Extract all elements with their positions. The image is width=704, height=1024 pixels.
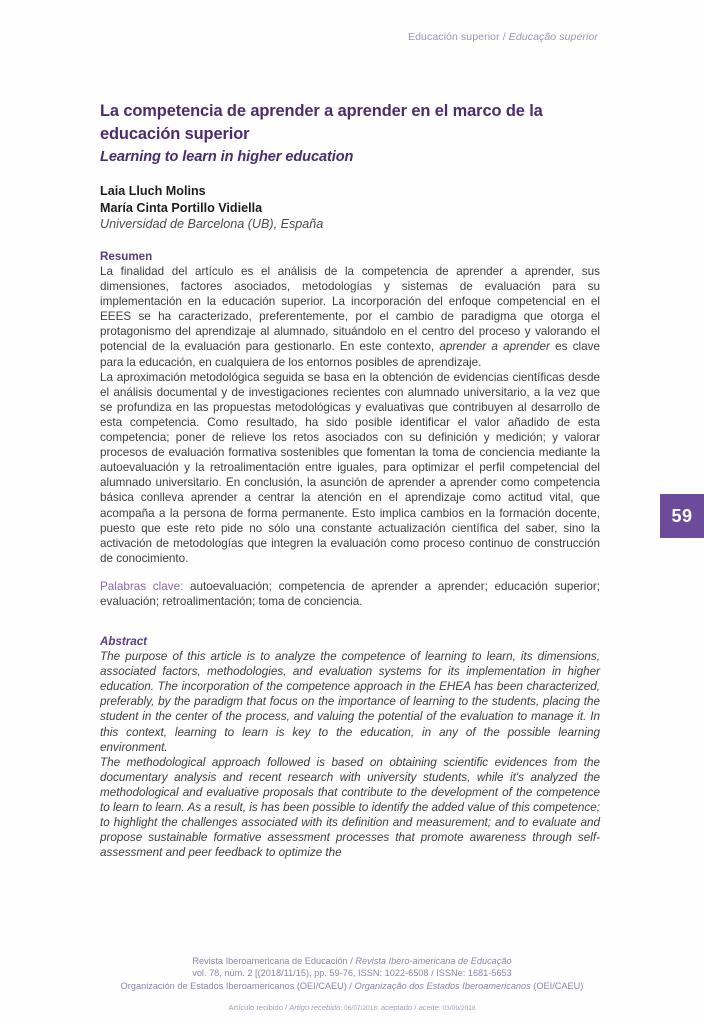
- page-number-badge: [660, 494, 704, 538]
- footer-journal-line: [0, 955, 704, 967]
- footer-journal-pt: Revista Ibero-americana de Educação: [355, 955, 512, 966]
- footer-received-es: Artículo recibido: [228, 1003, 283, 1012]
- resumen-p1-part2: es clave para la educación, en cualquiera de los entornos posibles de aprendizaje.: [100, 340, 600, 369]
- author-affiliation: Universidad de Barcelona (UB), España: [100, 217, 324, 231]
- footer-received-line: [0, 1002, 704, 1014]
- footer-accepted-date: : 03/09/2018: [438, 1005, 476, 1012]
- abstract-heading: Abstract: [100, 635, 148, 649]
- page-number-text: 59: [671, 505, 693, 526]
- author-name-2: María Cinta Portillo Vidiella: [100, 200, 263, 215]
- footer-volume-line: vol. 78, núm. 2 [(2018/11/15), pp. 59-76, ISSN: 1022-6508 / ISSNe: 1681-5653: [192, 968, 512, 979]
- resumen-heading: Resumen: [100, 250, 153, 263]
- footer-received-date: : 06/07/2018;: [340, 1005, 379, 1012]
- resumen-p1-emphasis: aprender a aprender: [439, 340, 550, 354]
- running-head-pt: Educação superior: [508, 31, 598, 43]
- footer-publisher-line: [0, 980, 704, 992]
- resumen-paragraph-2: La aproximación metodológica seguida se basa en la obtención de evidencias científicas desde el análisis documental y de investigaciones recientes con alumnado universitario, a la vez que se profundiza en las propuestas metodológicas y evaluativas que contribuyen al desarrollo de esta competencia. Como resultado, ha sido posible identificar el valor añadido de esta competencia; poner de relieve los retos asociados con su definición y medición; y valorar procesos de evaluación formativa sostenibles que fomentan la toma de conciencia mediante la autoevaluación y la retroalimentación entre iguales, para optimizar el perfil competencial del alumnado universitario. En conclusión, la asunción de aprender a aprender como competencia básica conlleva aprender a centrar la atención en el aprendizaje como actitud vital, que acompaña a la persona de forma permanente. Esto implica cambios en la formación docente, puesto que este reto pide no sólo una constante actualización científica del saber, sino la activación de metodologías que integren la evaluación como proceso continuo de construcción de conocimiento.: [100, 370, 600, 565]
- footer-accepted-es: aceptado: [378, 1003, 413, 1012]
- keywords-label: Palabras clave:: [100, 579, 184, 593]
- abstract-block: [100, 635, 600, 860]
- article-title-en: Learning to learn in higher education: [100, 149, 354, 165]
- footer-journal-es: Revista Iberoamericana de Educación: [192, 955, 348, 966]
- footer-publisher-es: Organización de Estados Iberoamericanos (OEI/CAEU): [120, 980, 347, 991]
- running-head: [408, 31, 598, 43]
- footer-accepted-pt: aceite: [418, 1003, 439, 1012]
- abstract-paragraph-1: The purpose of this article is to analyze the competence of learning to learn, its dimensions, associated factors, methodologies, and evaluation systems for its implementation in higher education. The incorporation of the competence approach in the EHEA has been characterized, preferably, by the paradigm that focus on the importance of learning to the students, placing the student in the center of the process, and valuing the potential of the evaluation to manage it. In this context, learning to learn is key to the education, in any of the possible learning environment.: [100, 650, 600, 754]
- footer-publisher-pt: Organização dos Estados Iberoamericanos: [354, 980, 531, 991]
- keywords-value: autoevaluación; competencia de aprender a aprender; educación superior; evaluación; retroalimentación; toma de conciencia.: [100, 579, 600, 608]
- author-name-1: Laia Lluch Molins: [100, 184, 206, 198]
- running-head-separator: /: [499, 31, 509, 43]
- footer-received-pt: Artigo recebido: [289, 1003, 341, 1012]
- footer-accepted-separator: /: [412, 1003, 419, 1012]
- article-title-es: La competencia de aprender a aprender en el marco de la educación superior: [100, 102, 543, 143]
- footer-journal-separator: /: [347, 955, 356, 966]
- footer-publisher-separator: /: [346, 980, 355, 991]
- resumen-paragraph-1: [100, 264, 600, 370]
- keywords-line: [100, 579, 600, 609]
- abstract-paragraph-2: The methodological approach followed is based on obtaining scientific evidences from the documentary analysis and recent research with university students, while it's analyzed the methodological and evaluative proposals that contribute to the development of the competence to learn to learn. As a result, is has been possible to identify the added value of this competence; to highlight the challenges associated with its definition and measurement; and to evaluate and propose sustainable formative assessment processes that promote awareness through self-assessment and peer feedback to optimize the: [100, 755, 600, 860]
- running-head-es: Educación superior: [407, 31, 500, 43]
- resumen-p1-part1: La finalidad del artículo es el análisis de la competencia de aprender a aprender, sus dimensiones, factores asociados, metodologías y sistemas de evaluación para su implementación en la educación superior. La incorporación del enfoque competencial en el EEES se ha caracterizado, preferentemente, por el cambio de paradigma que otorga el protagonismo del aprendizaje al alumnado, situándolo en el centro del proceso y valorando el potencial de la evaluación para gestionarlo. En este contexto,: [100, 265, 600, 354]
- footer-received-separator: /: [282, 1003, 290, 1012]
- page-footer: [0, 955, 704, 1014]
- footer-publisher-tail: (OEI/CAEU): [530, 980, 584, 991]
- article-content: [100, 100, 600, 860]
